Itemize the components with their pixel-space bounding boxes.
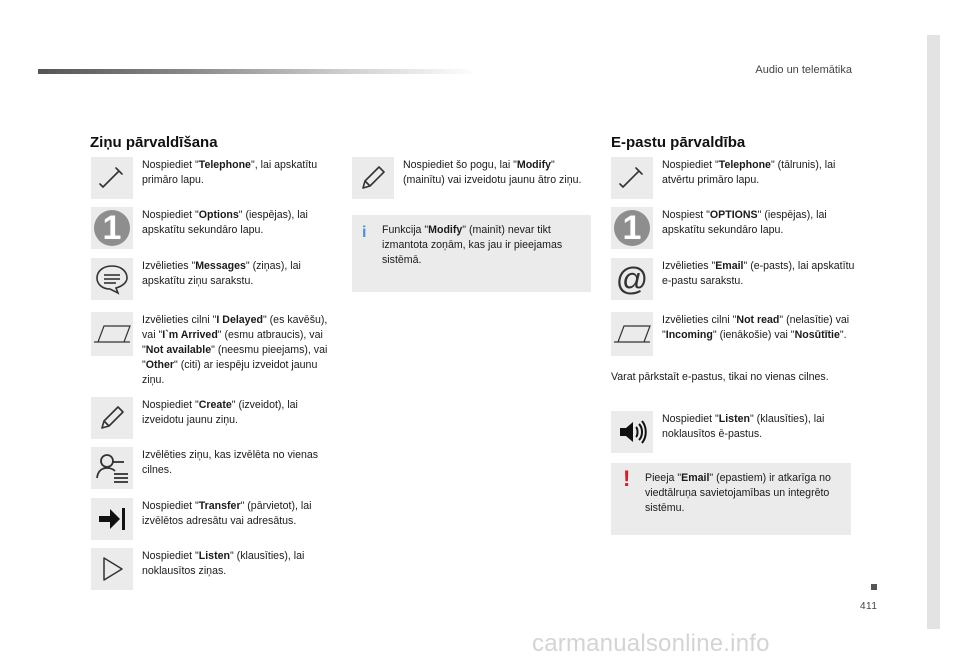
watermark: carmanualsonline.info — [532, 630, 770, 657]
step-text: Izvēlieties "Email" (e-pasts), lai apskatītu e-pastu sarakstu. — [662, 260, 855, 287]
number-one-badge: 1 — [91, 207, 133, 249]
phone-handset-icon — [611, 157, 653, 199]
play-icon — [91, 548, 133, 590]
info-note-text: Funkcija "Modify" (mainīt) nevar tikt izmantota zoņām, kas jau ir pieejamas sistēmā. — [382, 224, 563, 266]
phone-handset-icon — [91, 157, 133, 199]
info-icon: i — [362, 224, 367, 241]
ui-keyword: Telephone — [718, 159, 771, 171]
step-text: Nospiediet "Create" (izveidot), lai izveidotu jaunu ziņu. — [142, 399, 298, 426]
step-text: Nospiediet "Listen" (klausīties), lai noklausītos ziņas. — [142, 550, 305, 577]
warning-note — [611, 463, 851, 535]
step-text: Izvēlieties cilni "Not read" (nelasītie) vai "Incoming" (ienākošie) vai "Nosūtītie". — [662, 314, 850, 341]
ui-keyword: Incoming — [665, 329, 713, 341]
info-note — [352, 215, 591, 292]
ui-keyword: I Delayed — [216, 314, 263, 326]
transfer-icon — [91, 498, 133, 540]
at-sign-icon: @ — [611, 258, 653, 300]
ui-keyword: I`m Arrived — [162, 329, 218, 341]
warning-note-text: Pieeja "Email" (epastiem) ir atkarīga no viedtālruņa savietojamības un integrēto sistēmu. — [645, 472, 831, 514]
step-text: Izvēlieties "Messages" (ziņas), lai apskatītu ziņu sarakstu. — [142, 260, 301, 287]
step-text: Nospiediet "Listen" (klausīties), lai noklausītos ē-pastus. — [662, 413, 825, 440]
ui-keyword: Modify — [428, 224, 463, 236]
email-tab-note: Varat pārkstaīt e-pastus, tikai no vienas cilnes. — [611, 371, 829, 383]
ui-keyword: Create — [198, 399, 232, 411]
messages-bubble-icon — [91, 258, 133, 300]
section-title-email: E-pastu pārvaldība — [611, 134, 746, 151]
chapter-header-bar — [38, 69, 478, 74]
ui-keyword: Options — [198, 209, 239, 221]
step-text: Nospiediet "Options" (iespējas), lai apskatītu sekundāro lapu. — [142, 209, 308, 236]
warning-icon: ! — [623, 466, 631, 491]
step-text: Izvēlieties cilni "I Delayed" (es kavēšu), vai "I`m Arrived" (esmu atbraucis), vai "Not available" (neesmu pieejams), vai "Other" (citi) ar iespēju izveidot jaunu ziņu. — [142, 314, 328, 386]
ui-keyword: Not read — [736, 314, 780, 326]
ui-keyword: Messages — [195, 260, 246, 272]
chapter-title: Audio un telemātika — [755, 64, 852, 76]
side-margin-strip — [927, 35, 940, 629]
section-title-messages: Ziņu pārvaldīšana — [90, 134, 218, 151]
step-text: Nospiediet šo pogu, lai "Modify" (mainītu) vai izveidotu jaunu ātro ziņu. — [403, 159, 582, 186]
step-text: Izvēlēties ziņu, kas izvēlēta no vienas cilnes. — [142, 449, 319, 476]
ui-keyword: Modify — [516, 159, 552, 171]
ui-keyword: Transfer — [198, 500, 241, 512]
step-text: Nospiediet "Telephone", lai apskatītu primāro lapu. — [142, 159, 318, 186]
ui-keyword: Email — [715, 260, 744, 272]
step-text: Nospiediet "Telephone" (tālrunis), lai atvērtu primāro lapu. — [662, 159, 836, 186]
page-number: 411 — [860, 601, 878, 612]
ui-keyword: Nosūtītie — [794, 329, 840, 341]
step-text: Nospiediet "Transfer" (pārvietot), lai izvēlētos adresātu vai adresātus. — [142, 500, 312, 527]
ui-keyword: Telephone — [198, 159, 251, 171]
number-one-badge: 1 — [611, 207, 653, 249]
tab-selector-icon — [611, 312, 653, 356]
ui-keyword: Listen — [718, 413, 750, 425]
page-marker — [871, 584, 877, 590]
ui-keyword: Listen — [198, 550, 230, 562]
select-recipients-icon — [91, 447, 133, 489]
ui-keyword: Not available — [145, 344, 212, 356]
ui-keyword: Other — [145, 359, 175, 371]
ui-keyword: OPTIONS — [709, 209, 758, 221]
step-text: Nospiest "OPTIONS" (iespējas), lai apskatītu sekundāro lapu. — [662, 209, 827, 236]
speaker-icon — [611, 411, 653, 453]
pencil-icon — [91, 397, 133, 439]
pencil-icon — [352, 157, 394, 199]
tab-selector-icon — [91, 312, 133, 356]
ui-keyword: Email — [681, 472, 710, 484]
